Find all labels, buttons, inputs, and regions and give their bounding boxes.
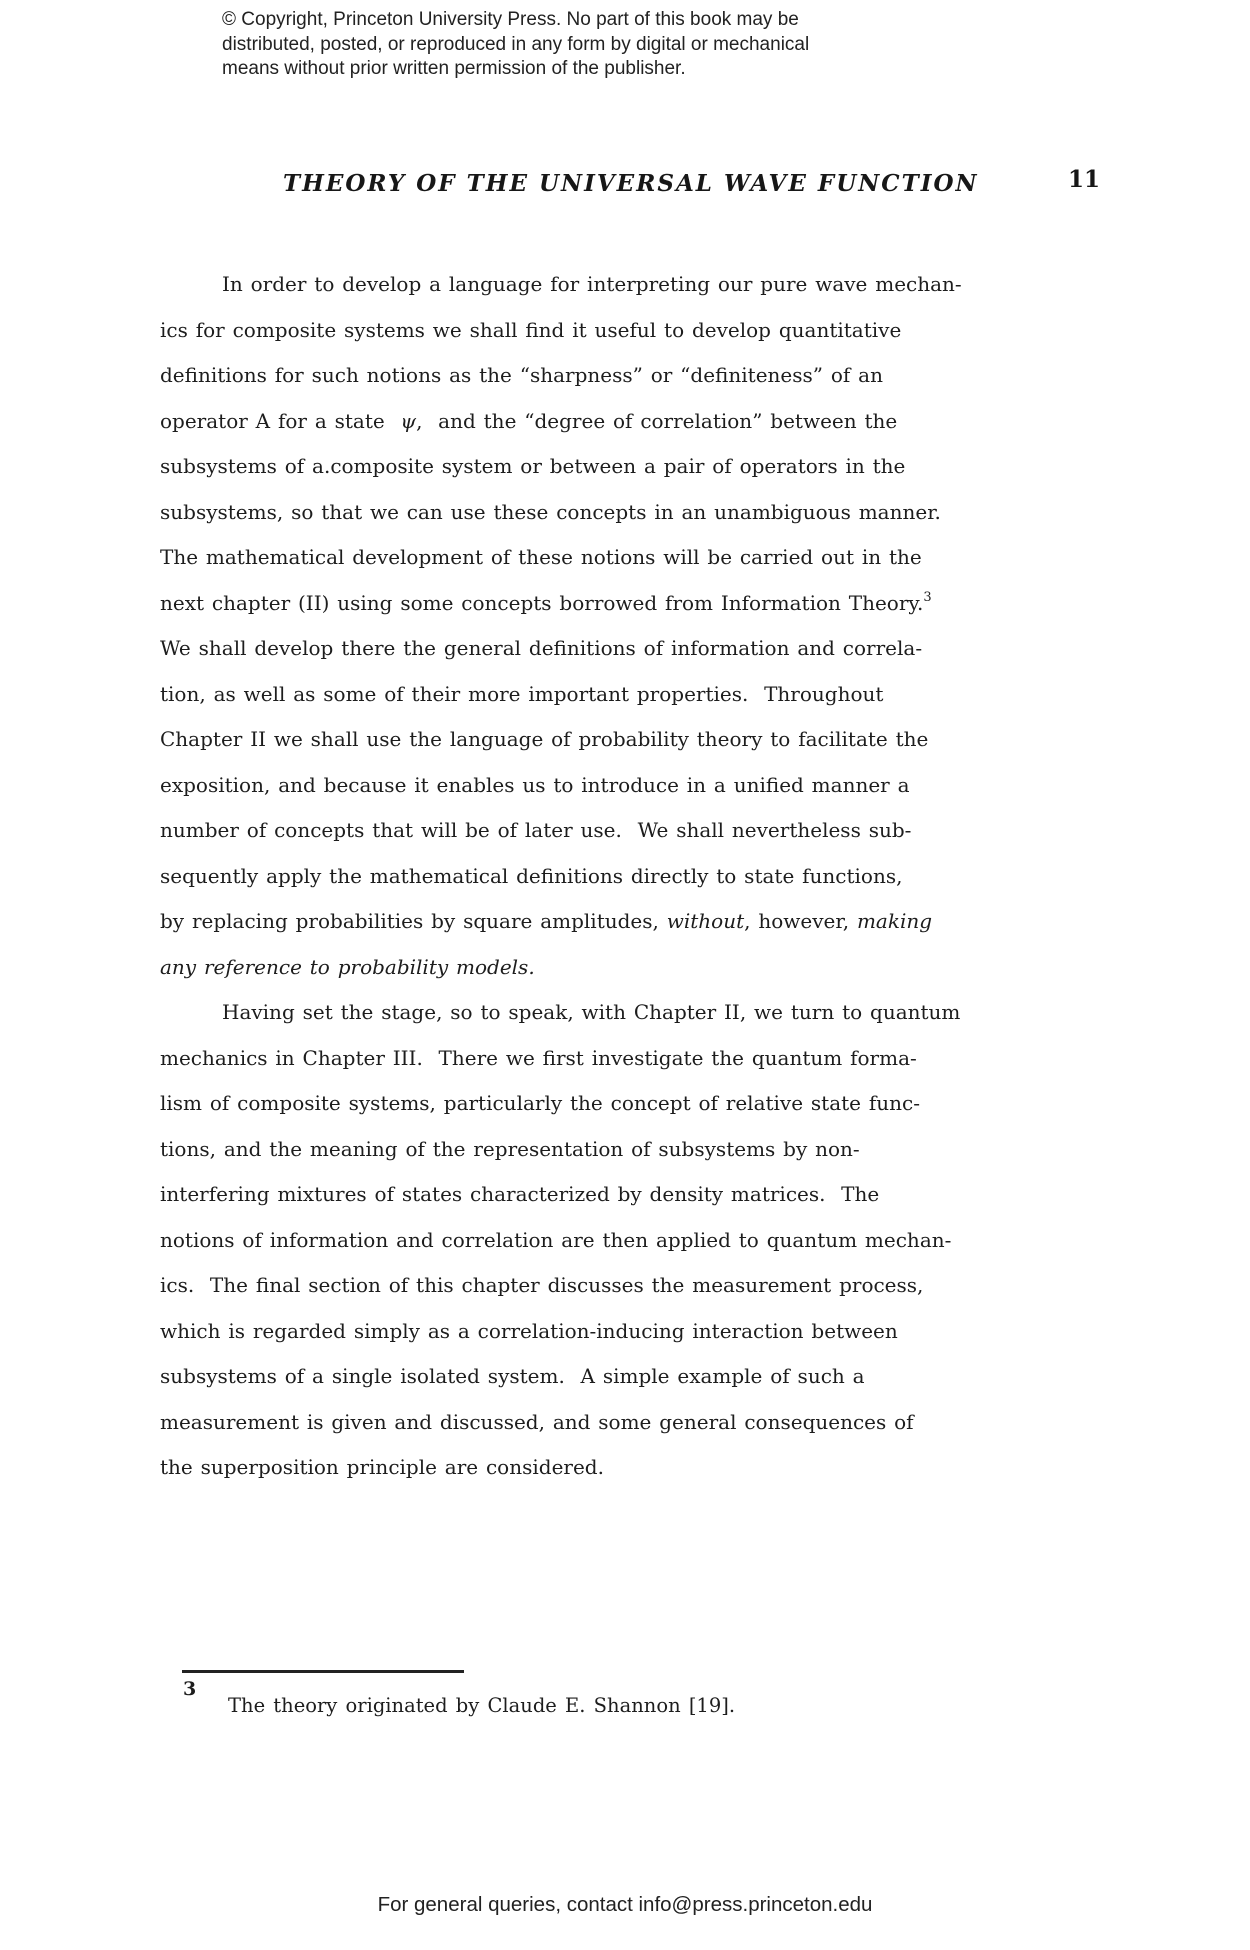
body-segment: any reference to probability models. <box>160 954 535 979</box>
body-line <box>160 1354 960 1400</box>
body-line <box>160 854 960 900</box>
body-segment: definitions for such notions as the “sharpness” or “definiteness” of an <box>160 363 883 387</box>
body-line <box>160 1263 960 1309</box>
body-segment: subsystems of a single isolated system. A simple example of such a <box>160 1364 865 1388</box>
body-segment: next chapter (II) using some concepts borrowed from Information Theory. <box>160 590 924 615</box>
footnote-rule <box>182 1670 464 1673</box>
body-line <box>160 626 960 672</box>
body-segment: number of concepts that will be of later use. We shall nevertheless sub- <box>160 818 912 842</box>
body-segment: subsystems of a.composite system or between a pair of operators in the <box>160 454 906 478</box>
body-line <box>160 581 960 627</box>
body-segment: mechanics in Chapter III. There we first investigate the quantum forma- <box>160 1045 917 1070</box>
body-segment: ics for composite systems we shall find it useful to develop quantitative <box>160 317 902 342</box>
body-segment: ψ <box>400 408 417 433</box>
body-line <box>160 1218 960 1264</box>
body-line <box>160 444 960 490</box>
body-line <box>160 945 960 991</box>
body-line <box>160 1081 960 1127</box>
body-line <box>160 1127 960 1173</box>
body-segment: operator A for a state <box>160 408 401 433</box>
body-segment: interfering mixtures of states characterized by density matrices. The <box>160 1182 880 1206</box>
body-line <box>160 1036 960 1082</box>
body-line <box>160 1309 960 1355</box>
body-line <box>160 262 960 308</box>
page-number: 11 <box>1068 166 1101 193</box>
footer-contact: For general queries, contact info@press.princeton.edu <box>377 1893 873 1916</box>
body-segment: Having set the stage, so to speak, with Chapter II, we turn to quantum <box>222 1000 961 1024</box>
body-line <box>160 535 960 581</box>
body-line <box>160 353 960 399</box>
body-text <box>160 262 960 1491</box>
body-segment: the superposition principle are considered. <box>160 1455 604 1479</box>
body-segment: We shall develop there the general definitions of information and correla- <box>160 636 923 660</box>
body-line <box>160 1445 960 1491</box>
body-line <box>160 399 960 445</box>
body-segment: lism of composite systems, particularly the concept of relative state func- <box>160 1091 920 1115</box>
body-segment: ics. The final section of this chapter discusses the measurement process, <box>160 1273 924 1297</box>
copyright-line: distributed, posted, or reproduced in any form by digital or mechanical <box>222 33 810 55</box>
body-line <box>160 490 960 536</box>
copyright-notice <box>222 8 809 82</box>
body-line <box>160 1172 960 1218</box>
body-segment: Chapter II we shall use the language of probability theory to facilitate the <box>160 727 929 751</box>
body-line <box>160 308 960 354</box>
body-segment: The mathematical development of these notions will be carried out in the <box>160 545 922 569</box>
body-line <box>160 672 960 718</box>
body-segment: notions of information and correlation are then applied to quantum mechan- <box>160 1227 952 1252</box>
body-line <box>160 1400 960 1446</box>
body-segment: by replacing probabilities by square amplitudes, <box>160 909 667 933</box>
body-segment: sequently apply the mathematical definitions directly to state functions, <box>160 863 903 888</box>
body-segment: exposition, and because it enables us to introduce in a unified manner a <box>160 772 910 797</box>
body-line <box>160 899 960 945</box>
body-segment: 3 <box>923 589 932 605</box>
body-segment: which is regarded simply as a correlation-inducing interaction between <box>160 1318 898 1343</box>
body-segment: without <box>666 909 745 933</box>
body-segment: tions, and the meaning of the representation of subsystems by non- <box>160 1136 860 1161</box>
body-segment: making <box>856 909 933 933</box>
body-segment: , however, <box>744 909 857 933</box>
copyright-line: means without prior written permission of the publisher. <box>222 58 686 79</box>
body-segment: In order to develop a language for interpreting our pure wave mechan- <box>222 272 962 296</box>
footnote-text: The theory originated by Claude E. Shannon [19]. <box>228 1694 736 1717</box>
footnote-marker: 3 <box>183 1678 197 1700</box>
body-line <box>160 717 960 763</box>
body-segment: measurement is given and discussed, and some general consequences of <box>160 1409 914 1434</box>
running-head-title: THEORY OF THE UNIVERSAL WAVE FUNCTION <box>283 170 979 197</box>
body-line <box>160 808 960 854</box>
body-line <box>160 763 960 809</box>
body-segment: subsystems, so that we can use these concepts in an unambiguous manner. <box>160 499 941 524</box>
body-segment: , and the “degree of correlation” between the <box>416 408 898 433</box>
body-line <box>160 990 960 1036</box>
copyright-line: © Copyright, Princeton University Press. No part of this book may be <box>222 9 799 30</box>
body-segment: tion, as well as some of their more important properties. Throughout <box>160 681 884 706</box>
